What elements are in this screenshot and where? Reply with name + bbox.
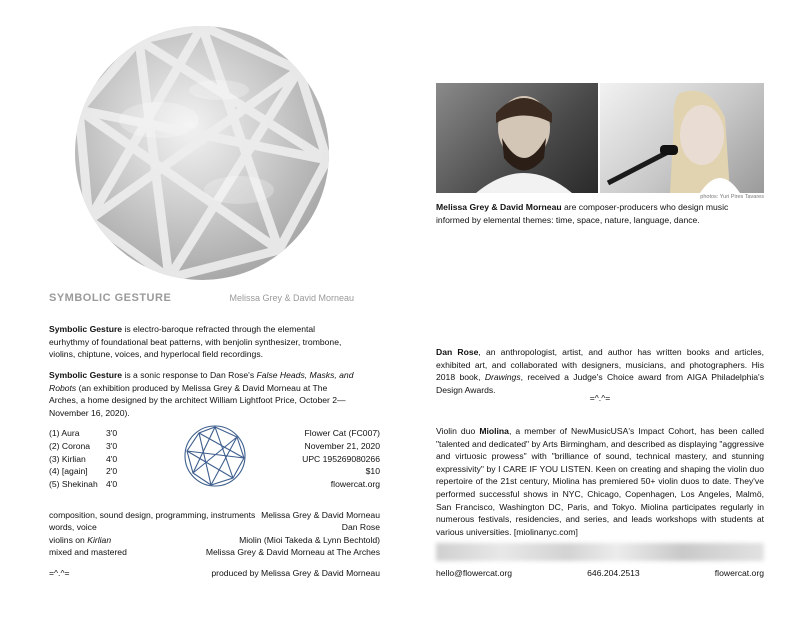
credit-row — [49, 509, 380, 521]
credit-row — [49, 534, 380, 546]
album-name-bold: Symbolic Gesture — [49, 370, 123, 380]
album-cover — [49, 0, 354, 283]
credit-row — [49, 546, 380, 558]
track-row — [49, 453, 117, 466]
credit-role — [49, 534, 111, 546]
credit-who: Melissa Grey & David Morneau — [261, 510, 380, 520]
release-info — [250, 427, 380, 491]
bio-text: Violin duo — [436, 426, 480, 436]
album-artist: Melissa Grey & David Morneau — [229, 293, 354, 303]
credit-row — [49, 521, 380, 533]
credit-who: Dan Rose — [341, 522, 380, 533]
bio-name: Miolina — [479, 426, 509, 436]
intro-paragraph-1 — [49, 323, 357, 361]
track-row — [49, 427, 117, 440]
tracklist — [49, 427, 117, 491]
portrait-silhouette — [436, 83, 598, 193]
photo-melissa-grey — [600, 83, 764, 193]
bio-text: , received a Judge's Choice award from AIGA Philadelphia's Design Awards. — [436, 372, 764, 395]
album-name-bold: Symbolic Gesture — [49, 324, 123, 334]
intro-text-2b: (an exhibition produced by Melissa Grey & David Morneau at The Arches, a home designed by the architect William Lightfoot Price, October 2—November 16, 2020). — [49, 382, 346, 418]
bio-grey-morneau — [436, 201, 764, 226]
track-row — [49, 465, 117, 478]
track-time: 3'0 — [106, 440, 118, 451]
exhibition-title: False Heads, Masks, and Robots — [49, 370, 354, 393]
credit-role: mixed and mastered — [49, 547, 127, 558]
track-name: (5) Shekinah — [49, 479, 98, 490]
bio-miolina — [436, 425, 764, 538]
credit-role-track: Kirlian — [87, 534, 112, 545]
contact-website[interactable]: flowercat.org — [714, 568, 764, 578]
cat-mark: =^.^= — [49, 568, 70, 578]
intro-text-1: is electro-baroque refracted through the elemental eurhythmy of foundational beat patterns, with benjolin synthesizer, trombone, violins, chiptune, voices, and hyperlocal field recordings. — [49, 324, 342, 360]
contact-email[interactable]: hello@flowercat.org — [436, 568, 513, 578]
left-footer — [49, 568, 380, 578]
track-time: 4'0 — [106, 479, 118, 490]
bio-text: , a member of NewMusicUSA's Impact Cohort, has been called "talented and dedicated" by Arts Birmingham, and described as displaying "aggressive and virtuosic prowess" with "brilliance of sound, technical mastery, and stunning expressivity" by I CARE IF YOU LISTEN. Keen on creating and shaping the violin duo repertoire of the 21st century, Miolina has premiered 50+ violin duos to date. They've performed successful shows in NYC, Chicago, Copenhagen, Los Angeles, Malmö, San Francisco, Washington DC, Paris, and Tokyo. Miolina participates regularly in numerous festivals, residencies, and series, and leads workshops with students at various universities. [miolinanyc.com] — [436, 426, 764, 537]
blurred-logo-strip — [436, 543, 764, 561]
intro-text-2a: is a sonic response to Dan Rose's — [122, 370, 257, 380]
credit-who: Melissa Grey & David Morneau at The Arches — [205, 547, 380, 558]
photo-david-morneau — [436, 83, 598, 193]
produced-by: produced by Melissa Grey & David Morneau — [211, 568, 380, 578]
bio-name: Dan Rose — [436, 347, 479, 357]
credit-role: words, voice — [49, 522, 97, 533]
track-row — [49, 478, 117, 491]
photo-credit: photos: Yuri Pires Tavares — [700, 194, 764, 200]
sphere-logo-svg — [183, 424, 247, 488]
contact-phone: 646.204.2513 — [587, 568, 640, 578]
track-time: 4'0 — [106, 453, 118, 464]
track-time: 3'0 — [106, 428, 118, 438]
contact-footer — [436, 568, 764, 578]
sphere-logo-icon — [183, 424, 247, 488]
release-price: $10 — [365, 466, 380, 477]
track-name: (2) Corona — [49, 440, 91, 451]
divider-mark: =^.^= — [589, 393, 611, 403]
sphere-geometry-art — [49, 0, 354, 283]
bio-dan-rose — [436, 346, 764, 396]
track-name: (4) [again] — [49, 466, 88, 477]
release-upc: UPC 195269080266 — [302, 453, 380, 464]
track-time: 2'0 — [106, 466, 118, 477]
track-name: (1) Aura — [49, 428, 80, 438]
intro-paragraph-2 — [49, 369, 357, 419]
release-label: Flower Cat (FC007) — [304, 428, 380, 438]
bio-text: , an anthropologist, artist, and author has written books and articles, exhibited art, and collaborated with designers, musicians, and photographers. His 2018 book, — [436, 347, 764, 383]
credits — [49, 509, 380, 559]
album-title: SYMBOLIC GESTURE — [49, 292, 172, 304]
book-title: Drawings — [484, 372, 521, 383]
credit-who: Miolin (Mioi Takeda & Lynn Bechtold) — [239, 534, 380, 545]
credit-role: composition, sound design, programming, instruments — [49, 510, 256, 520]
release-date: November 21, 2020 — [304, 440, 380, 451]
credit-role-text: violins on — [49, 534, 88, 545]
bio-name: Melissa Grey & David Morneau — [436, 202, 562, 212]
track-name: (3) Kirlian — [49, 453, 86, 464]
portrait-silhouette — [600, 83, 764, 193]
bio-text: are composer-producers who design music informed by elemental themes: time, space, nature, language, dance. — [436, 202, 729, 225]
album-title-bar — [49, 292, 354, 304]
track-row — [49, 440, 117, 453]
release-site: flowercat.org — [330, 479, 380, 490]
